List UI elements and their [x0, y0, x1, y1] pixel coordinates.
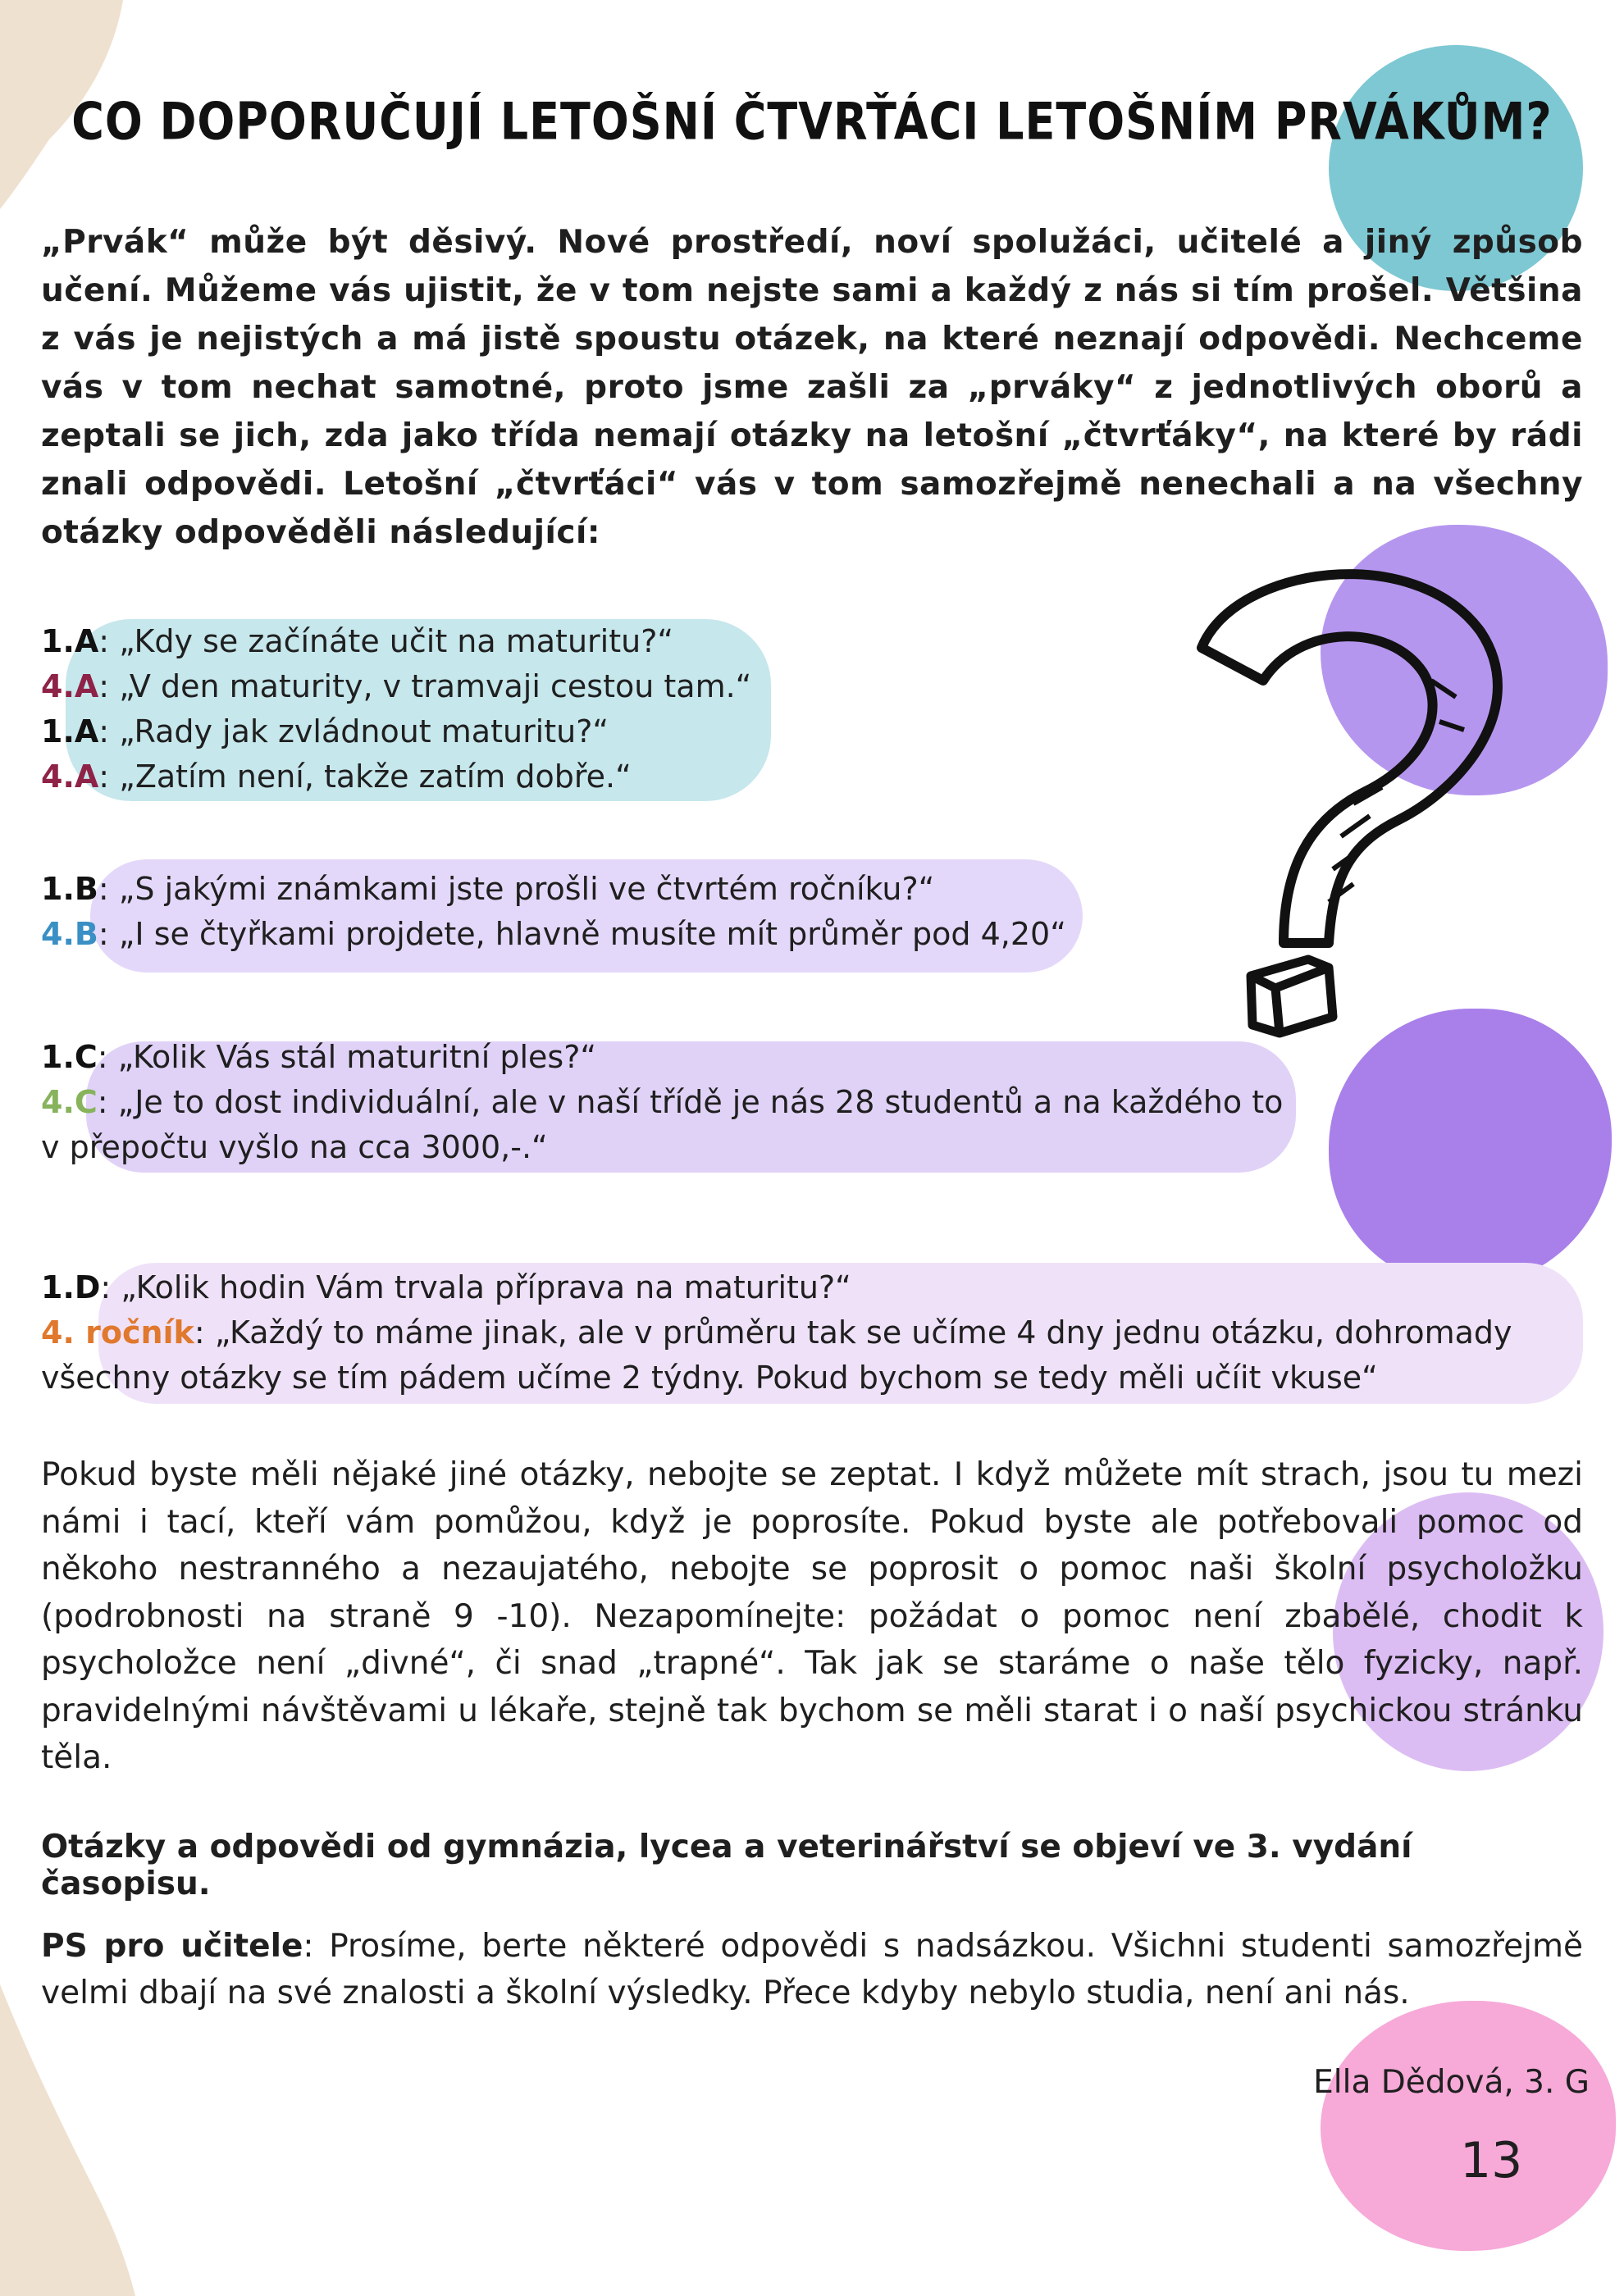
qa-text: : „S jakými známkami jste prošli ve čtvrtém ročníku?“ — [98, 871, 935, 907]
qa-text: : „Kdy se začínáte učit na maturitu?“ — [98, 623, 674, 659]
qa-b-list — [41, 867, 1066, 957]
qa-line — [41, 912, 1066, 957]
qa-line — [41, 1080, 1288, 1170]
purple-blob-middle — [1329, 1009, 1612, 1287]
qa-text: : „Kolik Vás stál maturitní ples?“ — [97, 1039, 597, 1075]
qa-label: 4.B — [41, 916, 98, 952]
qa-label: 1.A — [41, 713, 99, 749]
ps-label: PS pro učitele — [41, 1928, 303, 1965]
qa-line — [41, 664, 751, 709]
intro-paragraph: „Prvák“ může být děsivý. Nové prostředí, noví spolužáci, učitelé a jiný způsob učení. Můžeme vás ujistit, že v tom nejste sami a každý z nás si tím prošel. Většina z vás je nejistých a má jistě spoustu otázek, na které neznají odpovědi. Nechceme vás v tom nechat samotné, proto jsme zašli za „prváky“ z jednotlivých oborů a zeptali se jich, zda jako třída nemají otázky na letošní „čtvrťáky“, na které by rádi znali odpovědi. Letošní „čtvrťáci“ vás v tom samozřejmě nenechali a na všechny otázky odpověděli následující: — [41, 224, 1583, 551]
qa-label: 4.A — [41, 758, 99, 795]
outro-paragraph: Pokud byste měli nějaké jiné otázky, nebojte se zeptat. I když můžete mít strach, jsou tu mezi námi i tací, kteří vám pomůžou, když je poprosíte. Pokud byste ale potřebovali pomoc od někoho nestranného a nezaujatého, nebojte se poprosit o pomoc naši školní psycholožku (podrobnosti na straně 9 -10). Nezapomínejte: požádat o pomoc není zbabělé, chodit k psycholožce není „divné“, či snad „trapné“. Tak jak se staráme o naše tělo fyzicky, např. pravidelnými návštěvami u lékaře, stejně tak bychom se měli starat i o naší psychickou stránku těla. — [41, 1456, 1583, 1776]
qa-line — [41, 709, 751, 754]
beige-corner-bottom-left — [0, 1984, 139, 2296]
qa-a-list — [41, 619, 751, 800]
qa-line — [41, 1265, 1558, 1310]
qa-text: : „Každý to máme jinak, ale v průměru tak se učíme 4 dny jednu otázku, dohromady všechny otázky se tím pádem učíme 2 týdny. Pokud bychom se tedy měli učíit vkuse“ — [41, 1314, 1512, 1396]
qa-line — [41, 619, 751, 664]
page-number: 13 — [1460, 2132, 1523, 2189]
question-mark-icon — [1185, 558, 1513, 1050]
qa-line — [41, 1310, 1558, 1401]
author: Ella Dědová, 3. G — [1313, 2064, 1590, 2101]
qa-label: 4.C — [41, 1084, 98, 1120]
qa-label: 1.D — [41, 1269, 101, 1305]
qa-d-list — [41, 1265, 1558, 1401]
qa-label: 1.C — [41, 1039, 98, 1075]
qa-text: : „Rady jak zvládnout maturitu?“ — [98, 713, 609, 749]
qa-line — [41, 754, 751, 800]
qa-c-list — [41, 1035, 1288, 1170]
qa-line — [41, 867, 1066, 912]
qa-label: 4. ročník — [41, 1314, 194, 1351]
qa-text: : „Zatím není, takže zatím dobře.“ — [98, 758, 632, 795]
qa-label: 4.A — [41, 668, 99, 704]
pink-blob — [1321, 2001, 1616, 2251]
ps-paragraph — [41, 1923, 1583, 2016]
qa-line — [41, 1035, 1288, 1080]
qa-text: : „I se čtyřkami projdete, hlavně musíte mít průměr pod 4,20“ — [98, 916, 1066, 952]
ps-text: : Prosíme, berte některé odpovědi s nadsázkou. Všichni studenti samozřejmě velmi dbají na své znalosti a školní výsledky. Přece kdyby nebylo studia, není ani nás. — [41, 1928, 1583, 2011]
next-issue-note: Otázky a odpovědi od gymnázia, lycea a veterinářství se objeví ve 3. vydání časopisu. — [41, 1829, 1412, 1902]
page-title: CO DOPORUČUJÍ LETOŠNÍ ČTVRŤÁCI LETOŠNÍM PRVÁKŮM? — [71, 92, 1553, 152]
qa-label: 1.A — [41, 623, 99, 659]
qa-text: : „V den maturity, v tramvaji cestou tam.“ — [98, 668, 752, 704]
qa-label: 1.B — [41, 871, 98, 907]
qa-text: : „Je to dost individuální, ale v naší třídě je nás 28 studentů a na každého to v přepočtu vyšlo na cca 3000,-.“ — [41, 1084, 1284, 1165]
qa-text: : „Kolik hodin Vám trvala příprava na maturitu?“ — [100, 1269, 851, 1305]
